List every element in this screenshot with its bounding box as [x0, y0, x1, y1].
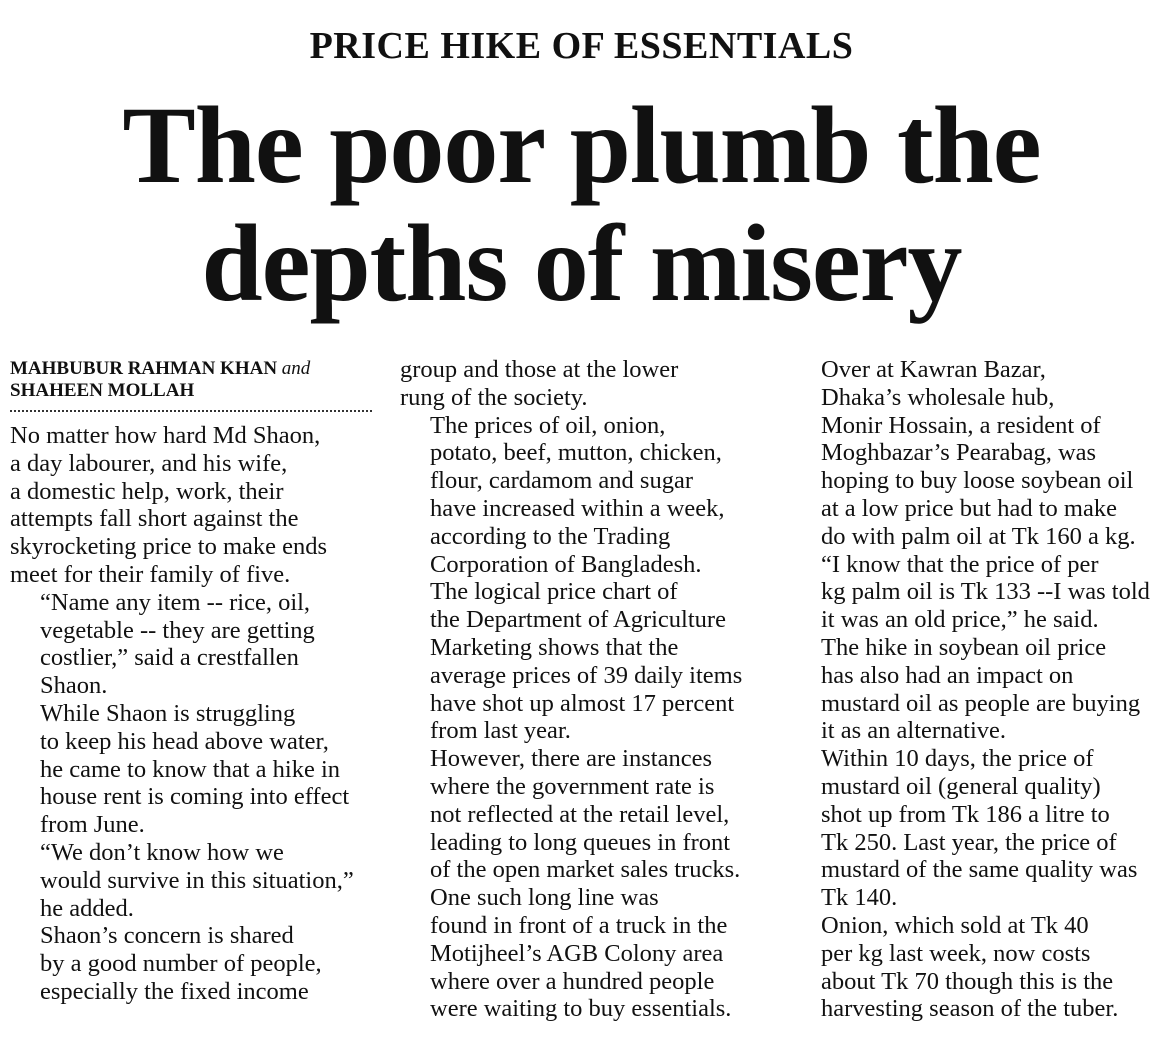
text-line: the Department of Agriculture [430, 606, 726, 634]
text-line: mustard oil as people are buying [821, 689, 1141, 717]
text-line: “I know that the price of per [821, 550, 1099, 578]
text-line: Motijheel’s AGB Colony area [430, 939, 724, 967]
text-line: attempts fall short against the [10, 505, 299, 533]
text-line: While Shaon is struggling [40, 699, 296, 727]
text-line: However, there are instances [430, 745, 712, 773]
text-line: it was an old price,” he said. [821, 606, 1099, 634]
headline-line-2: depths of misery [201, 202, 962, 324]
paragraph [400, 745, 762, 884]
text-line: Monir Hossain, a resident of [821, 411, 1101, 439]
paragraph [400, 884, 762, 1023]
paragraph [400, 356, 762, 412]
article-kicker: PRICE HIKE OF ESSENTIALS [309, 25, 854, 67]
headline-line-1: The poor plumb the [122, 84, 1041, 206]
text-line: Onion, which sold at Tk 40 [821, 911, 1089, 939]
text-line: Within 10 days, the price of [821, 745, 1094, 773]
text-line: hoping to buy loose soybean oil [821, 467, 1134, 495]
text-line: Tk 140. [821, 884, 898, 912]
text-line: by a good number of people, [40, 950, 322, 978]
text-line: average prices of 39 daily items [430, 661, 743, 689]
byline [10, 356, 372, 412]
paragraph [791, 356, 1153, 551]
text-line: flour, cardamom and sugar [430, 467, 693, 495]
text-line: where the government rate is [430, 772, 715, 800]
paragraph [10, 839, 372, 922]
article-column-3 [791, 356, 1153, 1023]
text-line: he added. [40, 894, 134, 922]
text-line: leading to long queues in front [430, 828, 731, 856]
text-line: Tk 250. Last year, the price of [821, 828, 1117, 856]
text-line: house rent is coming into effect [40, 783, 350, 811]
text-line: according to the Trading [430, 522, 671, 550]
paragraph [791, 912, 1153, 1023]
text-line: Corporation of Bangladesh. [430, 550, 702, 578]
article-headline [0, 86, 1163, 322]
text-line: shot up from Tk 186 a litre to [821, 800, 1110, 828]
text-line: costlier,” said a crestfallen [40, 644, 299, 672]
paragraph [400, 412, 762, 579]
text-line: No matter how hard Md Shaon, [10, 422, 321, 449]
text-line: were waiting to buy essentials. [430, 995, 732, 1023]
byline-conjunction: and [281, 358, 311, 379]
text-line: The hike in soybean oil price [821, 633, 1107, 661]
paragraph [10, 922, 372, 1005]
text-line: rung of the society. [400, 383, 588, 411]
paragraph [10, 700, 372, 839]
text-line: vegetable -- they are getting [40, 616, 315, 644]
text-line: Shaon’s concern is shared [40, 922, 294, 950]
paragraph [10, 422, 372, 589]
article-column-1 [10, 356, 372, 1006]
text-line: has also had an impact on [821, 661, 1074, 689]
text-line: to keep his head above water, [40, 727, 329, 755]
text-line: he came to know that a hike in [40, 755, 341, 783]
text-line: from June. [40, 811, 145, 839]
text-line: about Tk 70 though this is the [821, 967, 1114, 995]
text-line: have increased within a week, [430, 494, 725, 522]
text-line: “Name any item -- rice, oil, [40, 588, 311, 616]
text-line: it as an alternative. [821, 717, 1007, 745]
text-line: a domestic help, work, their [10, 477, 284, 505]
paragraph [791, 551, 1153, 634]
paragraph [400, 578, 762, 745]
text-line: The logical price chart of [430, 578, 678, 606]
text-line: Dhaka’s wholesale hub, [821, 383, 1055, 411]
text-line: Shaon. [40, 672, 108, 700]
paragraph [791, 634, 1153, 745]
text-line: have shot up almost 17 percent [430, 689, 735, 717]
text-line: harvesting season of the tuber. [821, 995, 1119, 1023]
text-line: meet for their family of five. [10, 560, 291, 588]
text-line: per kg last week, now costs [821, 939, 1091, 967]
byline-author-1: MAHBUBUR RAHMAN KHAN [10, 358, 278, 379]
text-line: One such long line was [430, 884, 659, 912]
text-line: group and those at the lower [400, 356, 679, 383]
text-line: The prices of oil, onion, [430, 411, 666, 439]
text-line: found in front of a truck in the [430, 911, 728, 939]
text-line: Over at Kawran Bazar, [821, 356, 1046, 383]
byline-author-2: SHAHEEN MOLLAH [10, 380, 195, 401]
text-line: Marketing shows that the [430, 633, 679, 661]
text-line: would survive in this situation,” [40, 866, 354, 894]
text-line: mustard oil (general quality) [821, 772, 1101, 800]
article-column-2 [400, 356, 762, 1023]
text-line: a day labourer, and his wife, [10, 449, 288, 477]
text-line: kg palm oil is Tk 133 --I was told [821, 578, 1150, 606]
text-line: skyrocketing price to make ends [10, 533, 328, 561]
text-line: “We don’t know how we [40, 838, 284, 866]
paragraph [791, 745, 1153, 912]
text-line: mustard of the same quality was [821, 856, 1138, 884]
text-line: potato, beef, mutton, chicken, [430, 439, 722, 467]
text-line: not reflected at the retail level, [430, 800, 730, 828]
text-line: where over a hundred people [430, 967, 715, 995]
text-line: Moghbazar’s Pearabag, was [821, 439, 1097, 467]
paragraph [10, 589, 372, 700]
text-line: do with palm oil at Tk 160 a kg. [821, 522, 1136, 550]
text-line: from last year. [430, 717, 571, 745]
text-line: of the open market sales trucks. [430, 856, 741, 884]
text-line: at a low price but had to make [821, 494, 1117, 522]
text-line: especially the fixed income [40, 977, 309, 1005]
